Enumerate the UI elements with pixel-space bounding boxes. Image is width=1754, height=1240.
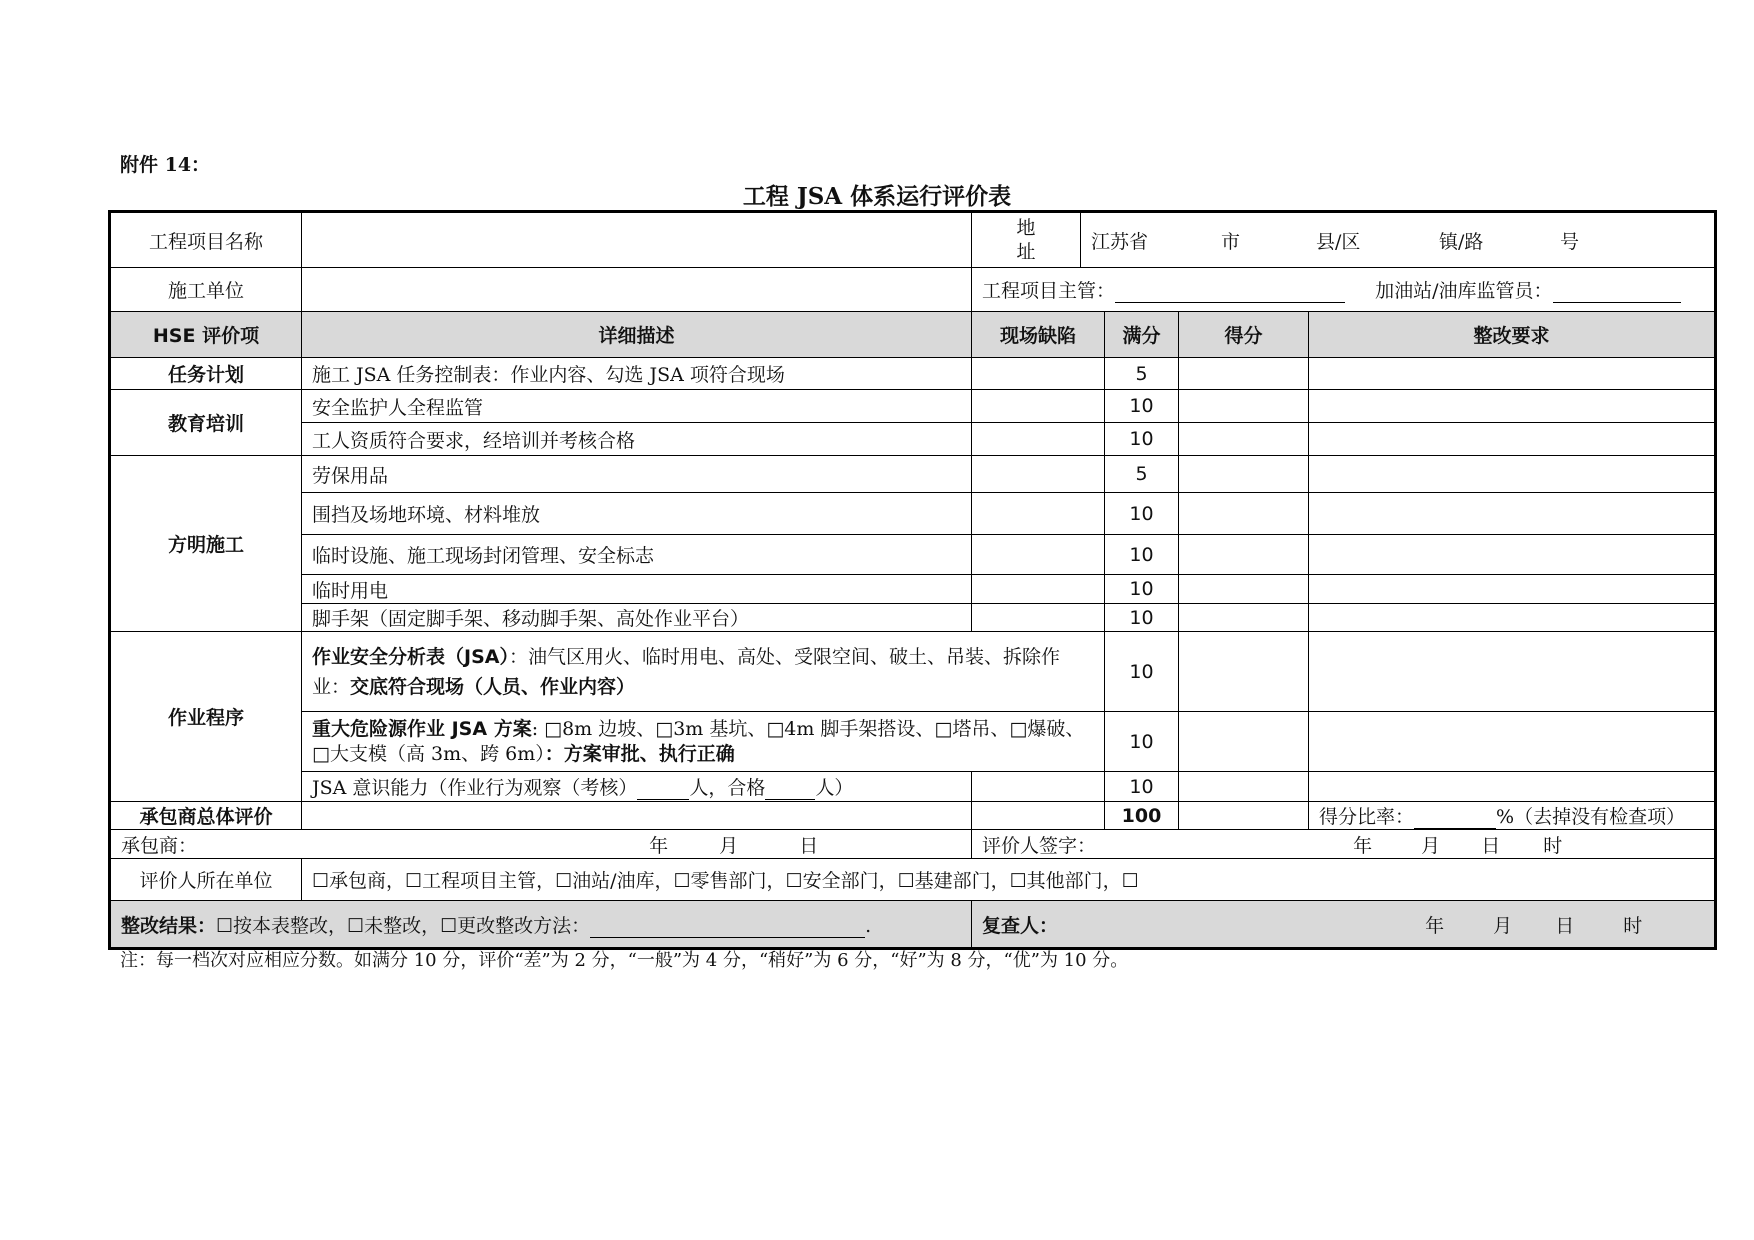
station-supervisor-field[interactable]: [1553, 282, 1681, 303]
address-label: [972, 213, 1081, 267]
overall-ratio: [1309, 802, 1716, 830]
row-defect[interactable]: [972, 535, 1105, 575]
overall-score[interactable]: [1179, 802, 1309, 830]
evaluation-table: [108, 210, 1717, 950]
row-defect[interactable]: [972, 390, 1105, 423]
row-desc: 临时用电: [302, 575, 972, 604]
station-supervisor-label: 加油站/油库监管员：: [1375, 280, 1553, 302]
rectify-result-label: 整改结果：: [121, 914, 217, 937]
evaluator-unit-label: 评价人所在单位: [110, 859, 302, 901]
row-full: 10: [1105, 772, 1179, 802]
row-full: 10: [1105, 712, 1179, 772]
signature-row: [110, 830, 1716, 859]
row-full: 10: [1105, 575, 1179, 604]
table-row: [110, 712, 1716, 772]
header-item: HSE 评价项: [110, 312, 302, 358]
row-defect[interactable]: [972, 772, 1105, 802]
reviewer-label: 复查人：: [982, 914, 1059, 937]
ratio-field[interactable]: [1414, 808, 1496, 829]
row-desc-jsa: [302, 632, 1105, 712]
construction-unit-label: 施工单位: [110, 268, 302, 312]
rectify-result-row: [110, 901, 1716, 949]
ratio-suffix: %（去掉没有检查项）: [1496, 806, 1686, 828]
row-desc-awareness: [302, 772, 972, 802]
row-desc: 劳保用品: [302, 456, 972, 493]
address-label-line-2: 址: [1016, 241, 1036, 263]
header-rectify: 整改要求: [1309, 312, 1716, 358]
row-defect[interactable]: [972, 358, 1105, 390]
row-score[interactable]: [1179, 456, 1309, 493]
table-row: [110, 423, 1716, 456]
row-full: 10: [1105, 604, 1179, 632]
row-rectify[interactable]: [1309, 604, 1716, 632]
evaluator-unit-options[interactable]: ☐承包商，☐工程项目主管，☐油站/油库，☐零售部门，☐安全部门，☐基建部门，☐其他部门，☐: [302, 859, 1716, 901]
ratio-label: 得分比率：: [1319, 806, 1415, 828]
construction-unit-row: [110, 268, 1716, 312]
row-score[interactable]: [1179, 535, 1309, 575]
contractor-date-month: 月: [719, 834, 739, 857]
row-desc: 临时设施、施工现场封闭管理、安全标志: [302, 535, 972, 575]
managers-cell: [972, 268, 1716, 312]
evaluator-sign-label: 评价人签字：: [982, 834, 1097, 857]
project-name-label: 工程项目名称: [110, 212, 302, 268]
contractor-label: 承包商：: [121, 834, 198, 857]
row-rectify[interactable]: [1309, 358, 1716, 390]
evaluator-date-year: 年: [1353, 834, 1373, 857]
evaluator-unit-row: [110, 859, 1716, 901]
address-number: 号: [1560, 230, 1580, 253]
table-row: [110, 493, 1716, 535]
evaluator-date-month: 月: [1421, 834, 1441, 857]
reviewer-date-month: 月: [1493, 914, 1513, 937]
contractor-date-day: 日: [799, 834, 819, 857]
row-rectify[interactable]: [1309, 712, 1716, 772]
row-score[interactable]: [1179, 575, 1309, 604]
row-defect[interactable]: [972, 493, 1105, 535]
row-score[interactable]: [1179, 632, 1309, 712]
row-desc: 脚手架（固定脚手架、移动脚手架、高处作业平台）: [302, 604, 972, 632]
row-defect[interactable]: [972, 423, 1105, 456]
row-desc-major-hazard: [302, 712, 1105, 772]
jsa-bold-1: 作业安全分析表（JSA）: [312, 645, 509, 668]
attachment-label: 附件 14：: [120, 154, 211, 176]
reviewer-date-year: 年: [1425, 914, 1445, 937]
address-label-line-1: 地: [1016, 217, 1036, 239]
header-full: 满分: [1105, 312, 1179, 358]
row-defect[interactable]: [972, 575, 1105, 604]
address-province: 江苏省: [1091, 230, 1149, 253]
category-training: 教育培训: [110, 390, 302, 456]
row-rectify[interactable]: [1309, 390, 1716, 423]
row-full: 5: [1105, 456, 1179, 493]
row-score[interactable]: [1179, 423, 1309, 456]
row-score[interactable]: [1179, 390, 1309, 423]
table-header-row: [110, 312, 1716, 358]
row-rectify[interactable]: [1309, 423, 1716, 456]
category-task: 任务计划: [110, 358, 302, 390]
overall-row: [110, 802, 1716, 830]
row-score[interactable]: [1179, 712, 1309, 772]
observed-count-field[interactable]: [637, 779, 689, 800]
construction-unit-field[interactable]: [302, 268, 972, 312]
category-procedure: 作业程序: [110, 632, 302, 802]
major-text-1: : □8m 边坡、□3m 基坑、□4m 脚手架搭设、□塔吊、□爆破、□大支模（高 3m、跨 6m）: [312, 717, 1085, 765]
project-name-field[interactable]: [302, 212, 972, 268]
project-name-row: [110, 212, 1716, 268]
contractor-cell: [110, 830, 972, 859]
jsa-text-1: ：油气区用火、临时用电、高处、受限空间、破土、吊装、拆除作业：: [312, 645, 1060, 698]
row-full: 10: [1105, 493, 1179, 535]
row-desc: 施工 JSA 任务控制表：作业内容、勾选 JSA 项符合现场: [302, 358, 972, 390]
evaluator-date-hour: 时: [1543, 834, 1563, 857]
rectify-result-end: .: [865, 914, 872, 937]
awareness-text-3: 人）: [815, 777, 854, 799]
table-row: [110, 456, 1716, 493]
row-rectify[interactable]: [1309, 493, 1716, 535]
row-rectify[interactable]: [1309, 456, 1716, 493]
row-score[interactable]: [1179, 358, 1309, 390]
table-row: [110, 358, 1716, 390]
row-rectify[interactable]: [1309, 575, 1716, 604]
evaluator-date-day: 日: [1481, 834, 1501, 857]
overall-defect: [972, 802, 1105, 830]
table-row: [110, 535, 1716, 575]
address-town: 镇/路: [1439, 230, 1484, 253]
contractor-date-year: 年: [649, 834, 669, 857]
page-title: 工程 JSA 体系运行评价表: [742, 183, 1012, 210]
reviewer-cell: [972, 901, 1716, 949]
category-civil: 方明施工: [110, 456, 302, 632]
row-desc: 工人资质符合要求，经培训并考核合格: [302, 423, 972, 456]
major-bold-1: 重大危险源作业 JSA 方案: [312, 717, 532, 740]
row-score[interactable]: [1179, 604, 1309, 632]
row-full: 5: [1105, 358, 1179, 390]
reviewer-date-day: 日: [1555, 914, 1575, 937]
table-row: [110, 632, 1716, 712]
address-city: 市: [1221, 230, 1241, 253]
footnote: 注：每一档次对应相应分数。如满分 10 分，评价“差”为 2 分，“一般”为 4 分，“稍好”为 6 分，“好”为 8 分，“优”为 10 分。: [120, 950, 1129, 971]
row-score[interactable]: [1179, 493, 1309, 535]
header-score: 得分: [1179, 312, 1309, 358]
row-score[interactable]: [1179, 772, 1309, 802]
header-defect: 现场缺陷: [972, 312, 1105, 358]
row-defect[interactable]: [972, 456, 1105, 493]
header-desc: 详细描述: [302, 312, 972, 358]
row-rectify[interactable]: [1309, 632, 1716, 712]
awareness-text-2: 人，合格: [689, 777, 766, 799]
row-full: 10: [1105, 535, 1179, 575]
row-full: 10: [1105, 390, 1179, 423]
jsa-bold-2: 交底符合现场（人员、作业内容）: [350, 675, 636, 698]
row-defect[interactable]: [972, 604, 1105, 632]
row-desc: 围挡及场地环境、材料堆放: [302, 493, 972, 535]
rectify-result-options[interactable]: ☐按本表整改，☐未整改，☐更改整改方法：: [216, 914, 591, 937]
row-full: 10: [1105, 632, 1179, 712]
evaluator-sign-cell: [972, 830, 1716, 859]
table-row: [110, 604, 1716, 632]
table-row: [110, 575, 1716, 604]
table-row: [110, 772, 1716, 802]
overall-label: 承包商总体评价: [110, 802, 302, 830]
row-rectify[interactable]: [1309, 535, 1716, 575]
rectify-method-field[interactable]: [590, 917, 865, 938]
qualified-count-field[interactable]: [765, 779, 815, 800]
overall-desc: [302, 802, 972, 830]
address-field[interactable]: [1081, 213, 1714, 267]
overall-total: 100: [1105, 802, 1179, 830]
project-manager-field[interactable]: [1115, 282, 1345, 303]
address-cell: [972, 212, 1716, 268]
table-row: [110, 390, 1716, 423]
rectify-result-cell: [110, 901, 972, 949]
row-desc: 安全监护人全程监管: [302, 390, 972, 423]
row-rectify[interactable]: [1309, 772, 1716, 802]
row-full: 10: [1105, 423, 1179, 456]
reviewer-date-hour: 时: [1623, 914, 1643, 937]
project-manager-label: 工程项目主管：: [982, 280, 1116, 302]
awareness-text-1: JSA 意识能力（作业行为观察（考核）: [312, 777, 638, 799]
address-county: 县/区: [1316, 230, 1361, 253]
major-bold-2: ：方案审批、执行正确: [544, 742, 735, 765]
